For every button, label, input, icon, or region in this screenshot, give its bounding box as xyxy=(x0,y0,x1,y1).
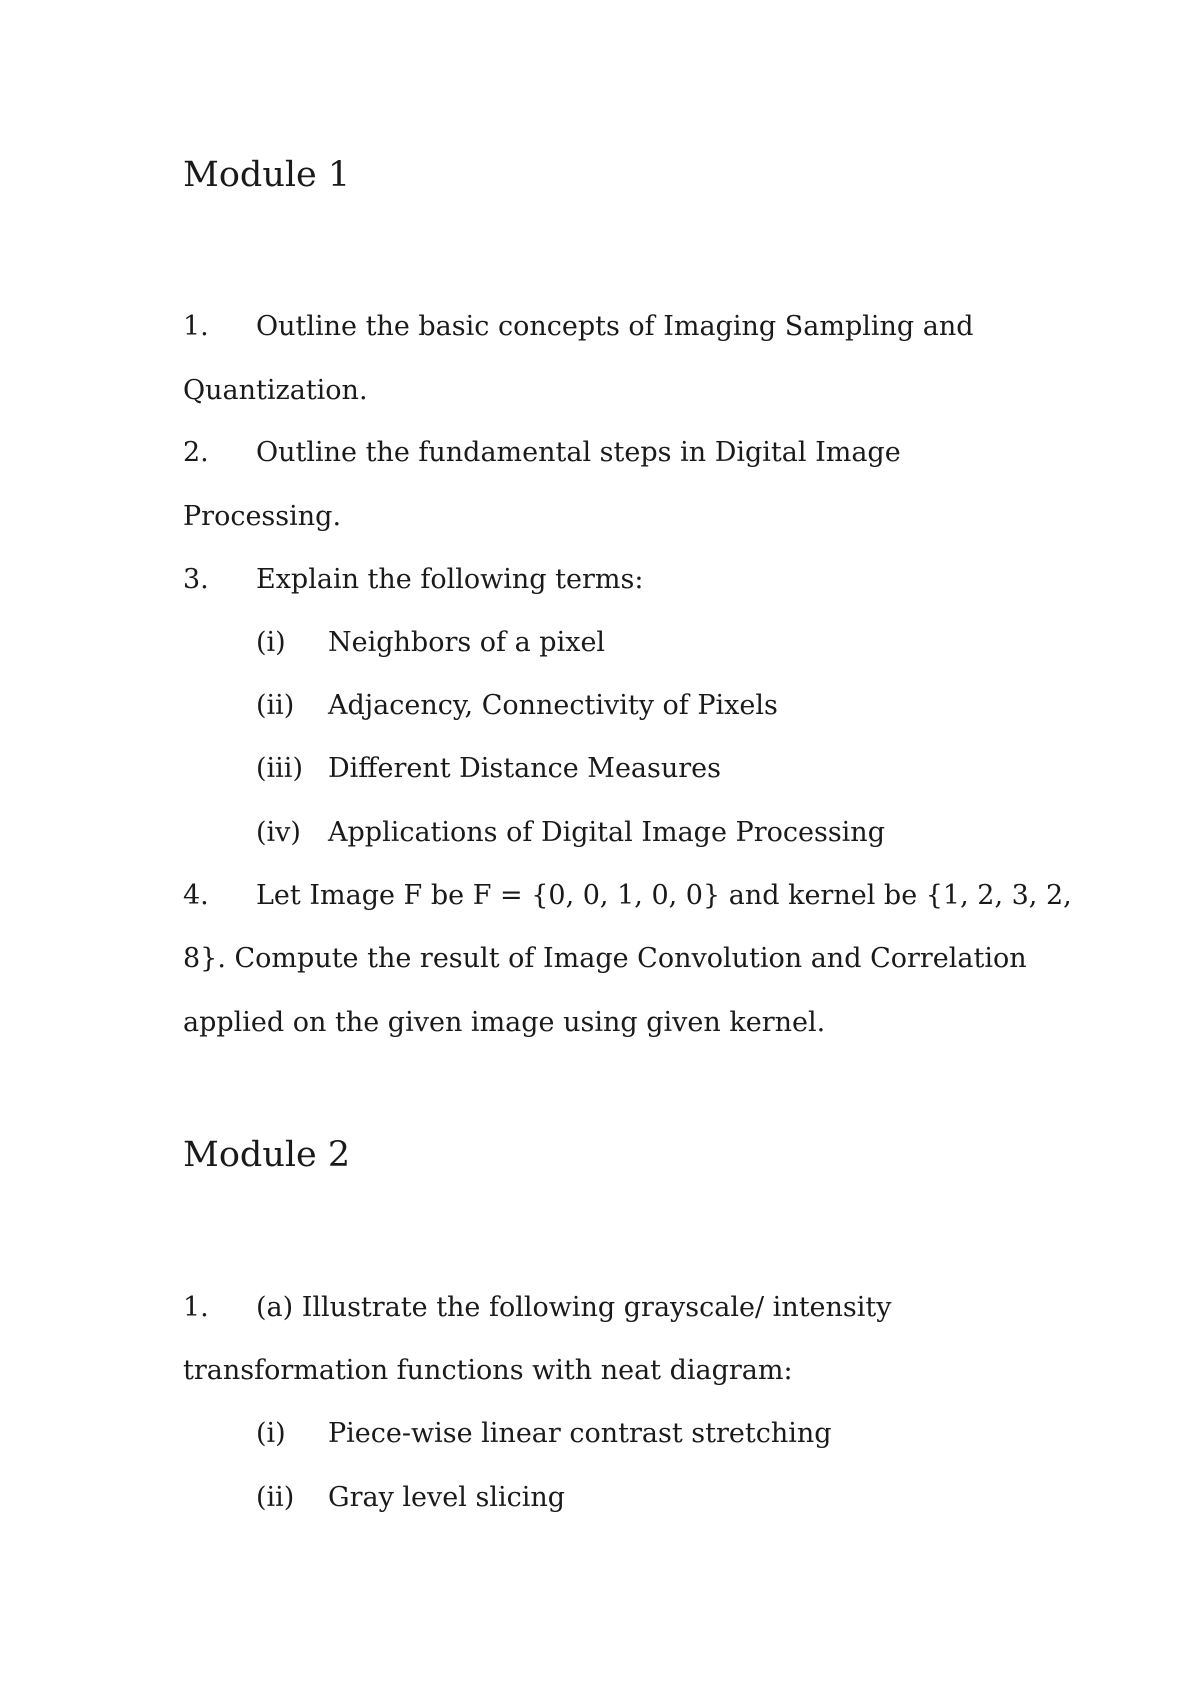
sub-item-text: Different Distance Measures xyxy=(328,753,722,784)
question-text-continued: transformation functions with neat diagram: xyxy=(183,1355,793,1386)
m1-question-3 xyxy=(0,563,1200,597)
sub-item-number: (i) xyxy=(256,627,286,658)
question-text: (a) Illustrate the following grayscale/ intensity xyxy=(256,1292,892,1323)
m2-question-1 xyxy=(0,1291,1200,1325)
sub-item-number: (i) xyxy=(256,1418,286,1449)
sub-item-number: (ii) xyxy=(256,1482,295,1513)
question-text: Outline the fundamental steps in Digital Image xyxy=(256,437,901,468)
question-number: 3. xyxy=(183,564,209,595)
question-number: 2. xyxy=(183,437,209,468)
question-text-continued: Quantization. xyxy=(183,375,368,406)
m2-question-1-cont xyxy=(0,1354,1200,1388)
question-text-continued: 8}. Compute the result of Image Convolution and Correlation xyxy=(183,943,1027,974)
sub-item-text: Piece-wise linear contrast stretching xyxy=(328,1418,832,1449)
question-text-continued: Processing. xyxy=(183,501,342,532)
m1-question-4-cont xyxy=(0,1006,1200,1040)
sub-item-text: Neighbors of a pixel xyxy=(328,627,606,658)
question-text-continued: applied on the given image using given kernel. xyxy=(183,1007,826,1038)
m1-question-2-cont xyxy=(0,500,1200,534)
m2-q1-sub-item xyxy=(0,1481,1200,1515)
m1-q3-sub-item xyxy=(0,816,1200,850)
m1-question-4-cont xyxy=(0,942,1200,976)
sub-item-text: Adjacency, Connectivity of Pixels xyxy=(328,690,778,721)
m1-question-2 xyxy=(0,436,1200,470)
question-number: 4. xyxy=(183,880,209,911)
m1-question-4 xyxy=(0,879,1200,913)
sub-item-number: (iii) xyxy=(256,753,303,784)
m2-q1-sub-item xyxy=(0,1417,1200,1451)
question-text: Explain the following terms: xyxy=(256,564,644,595)
module-2-heading: Module 2 xyxy=(183,1135,351,1175)
m1-q3-sub-item xyxy=(0,689,1200,723)
sub-item-text: Gray level slicing xyxy=(328,1482,566,1513)
question-text: Outline the basic concepts of Imaging Sampling and xyxy=(256,311,974,342)
sub-item-number: (ii) xyxy=(256,690,295,721)
sub-item-text: Applications of Digital Image Processing xyxy=(328,817,885,848)
module-1-heading: Module 1 xyxy=(183,155,351,195)
question-number: 1. xyxy=(183,1292,209,1323)
m1-q3-sub-item xyxy=(0,626,1200,660)
sub-item-number: (iv) xyxy=(256,817,301,848)
question-text: Let Image F be F = {0, 0, 1, 0, 0} and kernel be {1, 2, 3, 2, xyxy=(256,880,1072,911)
m1-question-1-cont xyxy=(0,374,1200,408)
question-number: 1. xyxy=(183,311,209,342)
m1-question-1 xyxy=(0,310,1200,344)
m1-q3-sub-item xyxy=(0,752,1200,786)
